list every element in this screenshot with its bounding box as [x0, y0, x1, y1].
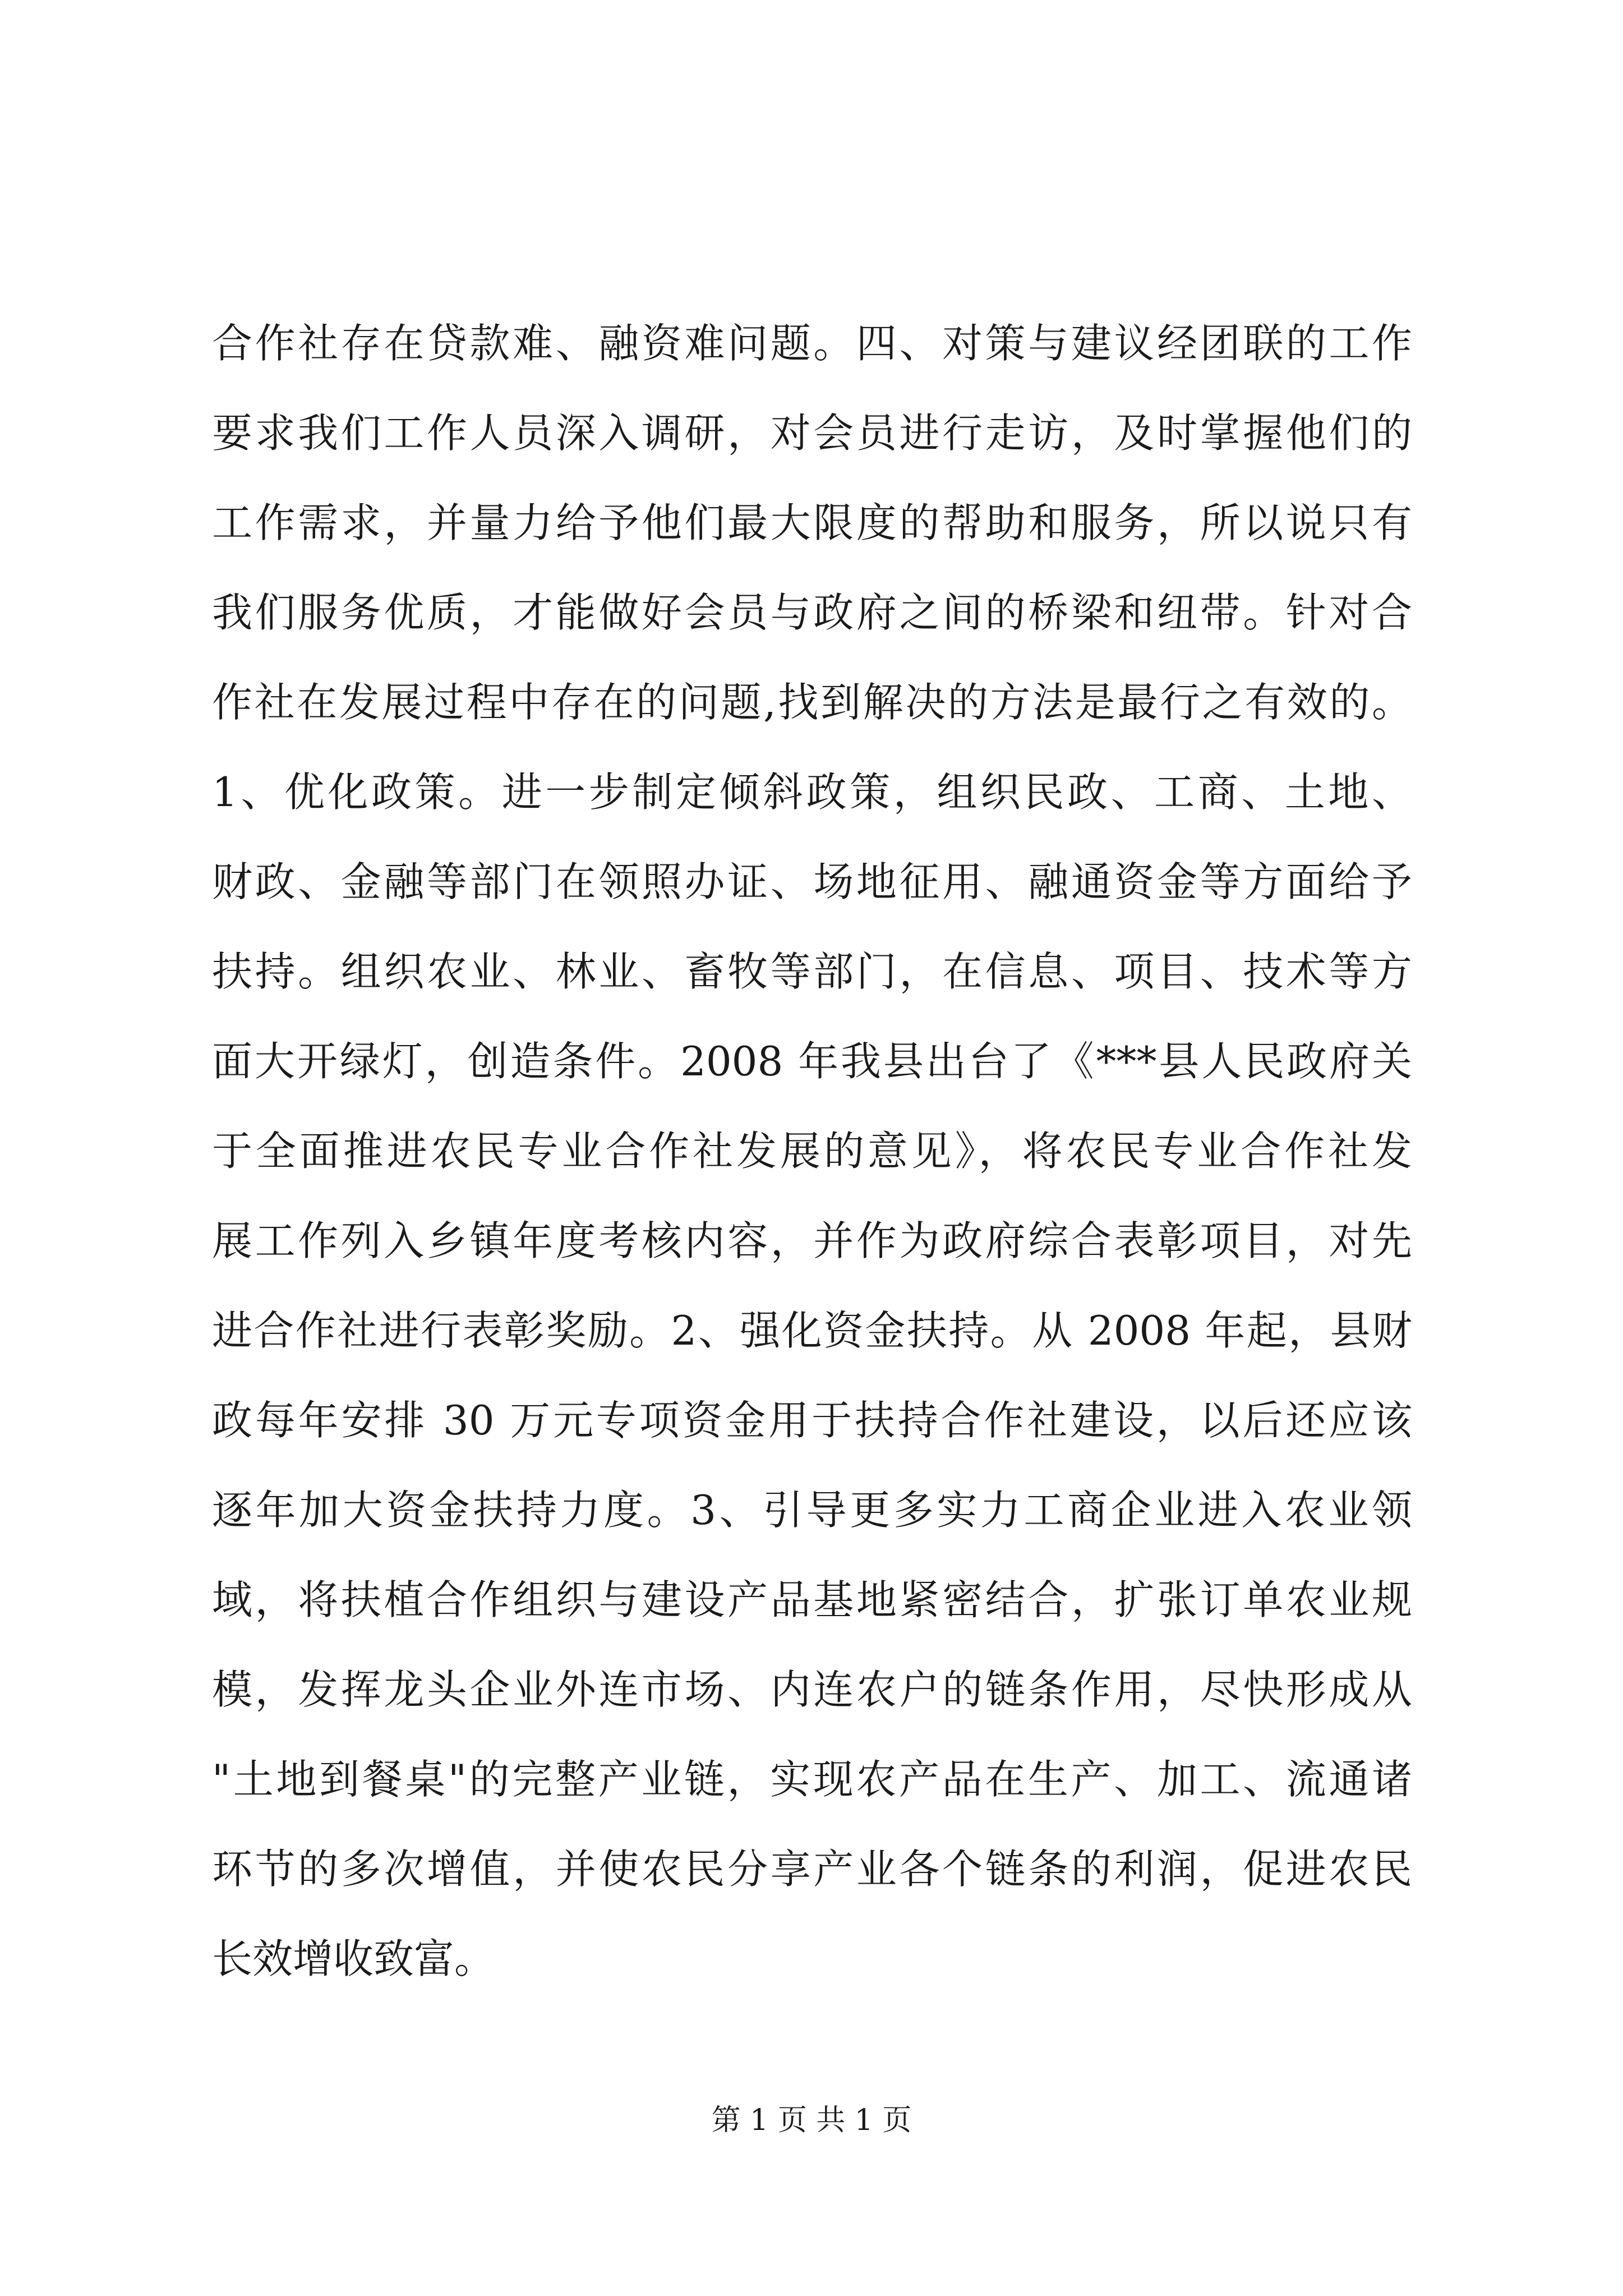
page-footer: 第 1 页 共 1 页: [711, 2104, 912, 2137]
text-line: "土地到餐桌"的完整产业链，实现农产品在生产、加工、流通诸: [212, 1756, 1412, 1803]
text-line: 环节的多次增值，并使农民分享产业各个链条的利润，促进农民: [212, 1846, 1412, 1893]
text-line: 模，发挥龙头企业外连市场、内连农户的链条作用，尽快形成从: [212, 1666, 1412, 1713]
text-line: 展工作列入乡镇年度考核内容，并作为政府综合表彰项目，对先: [212, 1217, 1412, 1264]
text-line: 作社在发展过程中存在的问题,找到解决的方法是最行之有效的。: [212, 679, 1412, 726]
text-line: 长效增收致富。: [212, 1935, 495, 1982]
text-line: 财政、金融等部门在领照办证、场地征用、融通资金等方面给予: [212, 858, 1412, 905]
text-line: 工作需求，并量力给予他们最大限度的帮助和服务，所以说只有: [212, 499, 1412, 546]
text-line: 合作社存在贷款难、融资难问题。四、对策与建议经团联的工作: [212, 320, 1412, 367]
body-text: [212, 298, 1412, 2004]
text-line: 扶持。组织农业、林业、畜牧等部门，在信息、项目、技术等方: [212, 948, 1412, 995]
text-line: 于全面推进农民专业合作社发展的意见》，将农民专业合作社发: [212, 1128, 1412, 1175]
text-line: 逐年加大资金扶持力度。3、引导更多实力工商企业进入农业领: [212, 1487, 1412, 1534]
text-line: 域，将扶植合作组织与建设产品基地紧密结合，扩张订单农业规: [212, 1576, 1412, 1623]
text-line: 1、优化政策。进一步制定倾斜政策，组织民政、工商、土地、: [212, 769, 1412, 816]
text-line: 政每年安排 30 万元专项资金用于扶持合作社建设，以后还应该: [212, 1397, 1412, 1444]
text-line: 进合作社进行表彰奖励。2、强化资金扶持。从 2008 年起，县财: [212, 1307, 1412, 1354]
text-line: 面大开绿灯，创造条件。2008 年我县出台了《***县人民政府关: [212, 1038, 1412, 1085]
text-line: 要求我们工作人员深入调研，对会员进行走访，及时掌握他们的: [212, 409, 1412, 457]
text-line: 我们服务优质，才能做好会员与政府之间的桥梁和纽带。针对合: [212, 589, 1412, 636]
